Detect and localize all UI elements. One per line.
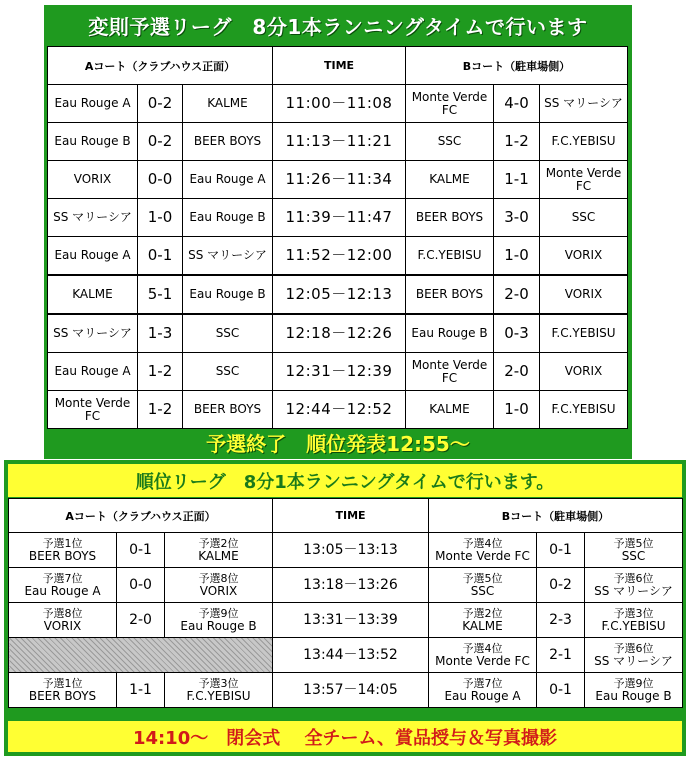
match-b-away: F.C.YEBISU xyxy=(540,391,628,429)
team-name: SS マリーシア xyxy=(594,584,673,598)
match-b-away xyxy=(585,673,683,708)
table-row xyxy=(9,673,683,708)
match-a-score: 1-2 xyxy=(138,353,183,391)
team-name: Eau Rouge A xyxy=(444,689,521,703)
match-time: 11:00－11:08 xyxy=(273,85,406,123)
match-a-home: VORIX xyxy=(48,161,138,199)
table-row xyxy=(9,638,683,673)
match-a-home xyxy=(9,673,117,708)
team-rank-label: 予選8位 xyxy=(198,572,239,585)
match-time: 12:31－12:39 xyxy=(273,353,406,391)
match-b-score: 0-1 xyxy=(537,673,585,708)
empty-match-cell xyxy=(9,638,273,673)
ranking-header-a-court: Aコート（クラブハウス正面） xyxy=(9,499,273,533)
table-row xyxy=(9,603,683,638)
team-rank-label: 予選2位 xyxy=(198,537,239,550)
match-a-score: 1-3 xyxy=(138,314,183,353)
match-b-score: 0-3 xyxy=(494,314,540,353)
match-b-away: SS マリーシア xyxy=(540,85,628,123)
ranking-header-time: TIME xyxy=(273,499,429,533)
team-rank-label: 予選4位 xyxy=(462,642,503,655)
match-b-score: 2-1 xyxy=(537,638,585,673)
match-a-home: Eau Rouge A xyxy=(48,237,138,276)
match-a-score: 1-0 xyxy=(138,199,183,237)
match-a-away xyxy=(165,673,273,708)
match-a-score: 1-1 xyxy=(117,673,165,708)
match-b-away: F.C.YEBISU xyxy=(540,314,628,353)
match-b-score: 2-0 xyxy=(494,275,540,314)
team-name: VORIX xyxy=(199,584,238,598)
match-b-home xyxy=(429,603,537,638)
match-time: 13:05－13:13 xyxy=(273,533,429,568)
table-row xyxy=(48,123,628,161)
match-a-home: Eau Rouge A xyxy=(48,85,138,123)
ranking-footer: 14:10～ 閉会式 全チーム、賞品授与＆写真撮影 xyxy=(8,721,682,752)
match-b-home: SSC xyxy=(406,123,494,161)
match-b-away xyxy=(585,568,683,603)
team-name: Eau Rouge B xyxy=(180,619,257,633)
team-rank-label: 予選9位 xyxy=(613,677,654,690)
match-a-home: KALME xyxy=(48,275,138,314)
prelim-footer: 予選終了 順位発表12:55～ xyxy=(206,432,470,456)
match-b-home xyxy=(429,673,537,708)
match-b-away: Monte Verde FC xyxy=(540,161,628,199)
match-b-score: 0-2 xyxy=(537,568,585,603)
match-a-away xyxy=(165,568,273,603)
match-b-score: 1-0 xyxy=(494,391,540,429)
match-b-home: Monte Verde FC xyxy=(406,353,494,391)
match-b-home: Eau Rouge B xyxy=(406,314,494,353)
ranking-table xyxy=(8,498,683,708)
team-name: F.C.YEBISU xyxy=(601,619,666,633)
team-name: VORIX xyxy=(43,619,82,633)
table-row xyxy=(9,568,683,603)
team-rank-label: 予選5位 xyxy=(613,537,654,550)
team-name: SS マリーシア xyxy=(594,654,673,668)
table-row xyxy=(48,237,628,276)
match-a-home: Eau Rouge A xyxy=(48,353,138,391)
match-a-score: 0-2 xyxy=(138,123,183,161)
match-a-home: Eau Rouge B xyxy=(48,123,138,161)
match-time: 13:31－13:39 xyxy=(273,603,429,638)
team-rank-label: 予選2位 xyxy=(462,607,503,620)
team-name: SSC xyxy=(621,549,646,563)
team-rank-label: 予選8位 xyxy=(42,607,83,620)
match-b-score: 1-0 xyxy=(494,237,540,276)
team-name: SSC xyxy=(470,584,495,598)
team-name: Eau Rouge A xyxy=(24,584,101,598)
match-a-score: 1-2 xyxy=(138,391,183,429)
match-b-score: 2-0 xyxy=(494,353,540,391)
match-a-home: SS マリーシア xyxy=(48,199,138,237)
match-b-home: KALME xyxy=(406,161,494,199)
match-time: 12:18－12:26 xyxy=(273,314,406,353)
team-rank-label: 予選7位 xyxy=(462,677,503,690)
match-time: 11:39－11:47 xyxy=(273,199,406,237)
ranking-panel xyxy=(4,460,686,756)
team-name: Eau Rouge B xyxy=(595,689,672,703)
match-b-away: VORIX xyxy=(540,275,628,314)
table-row xyxy=(48,391,628,429)
match-b-home: F.C.YEBISU xyxy=(406,237,494,276)
match-time: 12:44－12:52 xyxy=(273,391,406,429)
team-name: KALME xyxy=(462,619,503,633)
match-a-score: 0-0 xyxy=(138,161,183,199)
match-a-home xyxy=(9,568,117,603)
prelim-header-b-court: Bコート（駐車場側） xyxy=(406,47,628,85)
match-a-home xyxy=(9,533,117,568)
table-row xyxy=(48,199,628,237)
match-a-score: 0-0 xyxy=(117,568,165,603)
team-name: Monte Verde FC xyxy=(435,654,530,668)
match-b-score: 3-0 xyxy=(494,199,540,237)
match-b-home xyxy=(429,638,537,673)
table-row xyxy=(48,353,628,391)
match-b-home: BEER BOYS xyxy=(406,275,494,314)
prelim-panel xyxy=(44,5,632,459)
team-rank-label: 予選3位 xyxy=(613,607,654,620)
team-rank-label: 予選7位 xyxy=(42,572,83,585)
match-a-away: Eau Rouge B xyxy=(183,275,273,314)
match-b-score: 1-2 xyxy=(494,123,540,161)
match-a-away: SSC xyxy=(183,353,273,391)
match-b-home: BEER BOYS xyxy=(406,199,494,237)
table-row xyxy=(48,314,628,353)
match-time: 12:05－12:13 xyxy=(273,275,406,314)
match-b-home xyxy=(429,568,537,603)
match-b-away xyxy=(585,533,683,568)
match-b-score: 0-1 xyxy=(537,533,585,568)
team-rank-label: 予選6位 xyxy=(613,642,654,655)
table-row xyxy=(9,533,683,568)
table-row xyxy=(48,275,628,314)
team-name: BEER BOYS xyxy=(28,689,97,703)
match-a-home xyxy=(9,603,117,638)
team-name: KALME xyxy=(198,549,239,563)
ranking-title: 順位リーグ 8分1本ランニングタイムで行います。 xyxy=(8,464,682,497)
match-b-home xyxy=(429,533,537,568)
prelim-table xyxy=(47,46,628,429)
match-a-away: Eau Rouge A xyxy=(183,161,273,199)
match-b-away: F.C.YEBISU xyxy=(540,123,628,161)
match-b-score: 2-3 xyxy=(537,603,585,638)
prelim-title: 変則予選リーグ 8分1本ランニングタイムで行います xyxy=(88,14,588,39)
team-rank-label: 予選5位 xyxy=(462,572,503,585)
table-row xyxy=(48,161,628,199)
match-a-away: SS マリーシア xyxy=(183,237,273,276)
match-a-score: 2-0 xyxy=(117,603,165,638)
team-rank-label: 予選1位 xyxy=(42,677,83,690)
team-name: Monte Verde FC xyxy=(435,549,530,563)
team-rank-label: 予選1位 xyxy=(42,537,83,550)
match-b-score: 1-1 xyxy=(494,161,540,199)
match-a-away: KALME xyxy=(183,85,273,123)
team-rank-label: 予選4位 xyxy=(462,537,503,550)
match-b-away xyxy=(585,603,683,638)
prelim-header-a-court: Aコート（クラブハウス正面） xyxy=(48,47,273,85)
match-time: 11:13－11:21 xyxy=(273,123,406,161)
match-a-home: SS マリーシア xyxy=(48,314,138,353)
match-a-away xyxy=(165,603,273,638)
match-time: 13:44－13:52 xyxy=(273,638,429,673)
team-name: F.C.YEBISU xyxy=(186,689,251,703)
ranking-header-b-court: Bコート（駐車場側） xyxy=(429,499,683,533)
match-time: 11:26－11:34 xyxy=(273,161,406,199)
match-time: 11:52－12:00 xyxy=(273,237,406,276)
match-b-away: VORIX xyxy=(540,353,628,391)
match-a-away: Eau Rouge B xyxy=(183,199,273,237)
prelim-header-row xyxy=(48,47,628,85)
match-a-score: 5-1 xyxy=(138,275,183,314)
match-b-away xyxy=(585,638,683,673)
table-row xyxy=(48,85,628,123)
match-b-away: VORIX xyxy=(540,237,628,276)
match-a-score: 0-1 xyxy=(117,533,165,568)
team-rank-label: 予選6位 xyxy=(613,572,654,585)
prelim-header-time: TIME xyxy=(273,47,406,85)
team-rank-label: 予選3位 xyxy=(198,677,239,690)
match-a-away xyxy=(165,533,273,568)
match-a-home: Monte Verde FC xyxy=(48,391,138,429)
match-b-away: SSC xyxy=(540,199,628,237)
match-a-score: 0-1 xyxy=(138,237,183,276)
team-name: BEER BOYS xyxy=(28,549,97,563)
match-a-score: 0-2 xyxy=(138,85,183,123)
match-b-score: 4-0 xyxy=(494,85,540,123)
match-a-away: BEER BOYS xyxy=(183,123,273,161)
match-a-away: SSC xyxy=(183,314,273,353)
match-a-away: BEER BOYS xyxy=(183,391,273,429)
team-rank-label: 予選9位 xyxy=(198,607,239,620)
match-b-home: Monte Verde FC xyxy=(406,85,494,123)
match-time: 13:18－13:26 xyxy=(273,568,429,603)
match-b-home: KALME xyxy=(406,391,494,429)
match-time: 13:57－14:05 xyxy=(273,673,429,708)
ranking-header-row xyxy=(9,499,683,533)
